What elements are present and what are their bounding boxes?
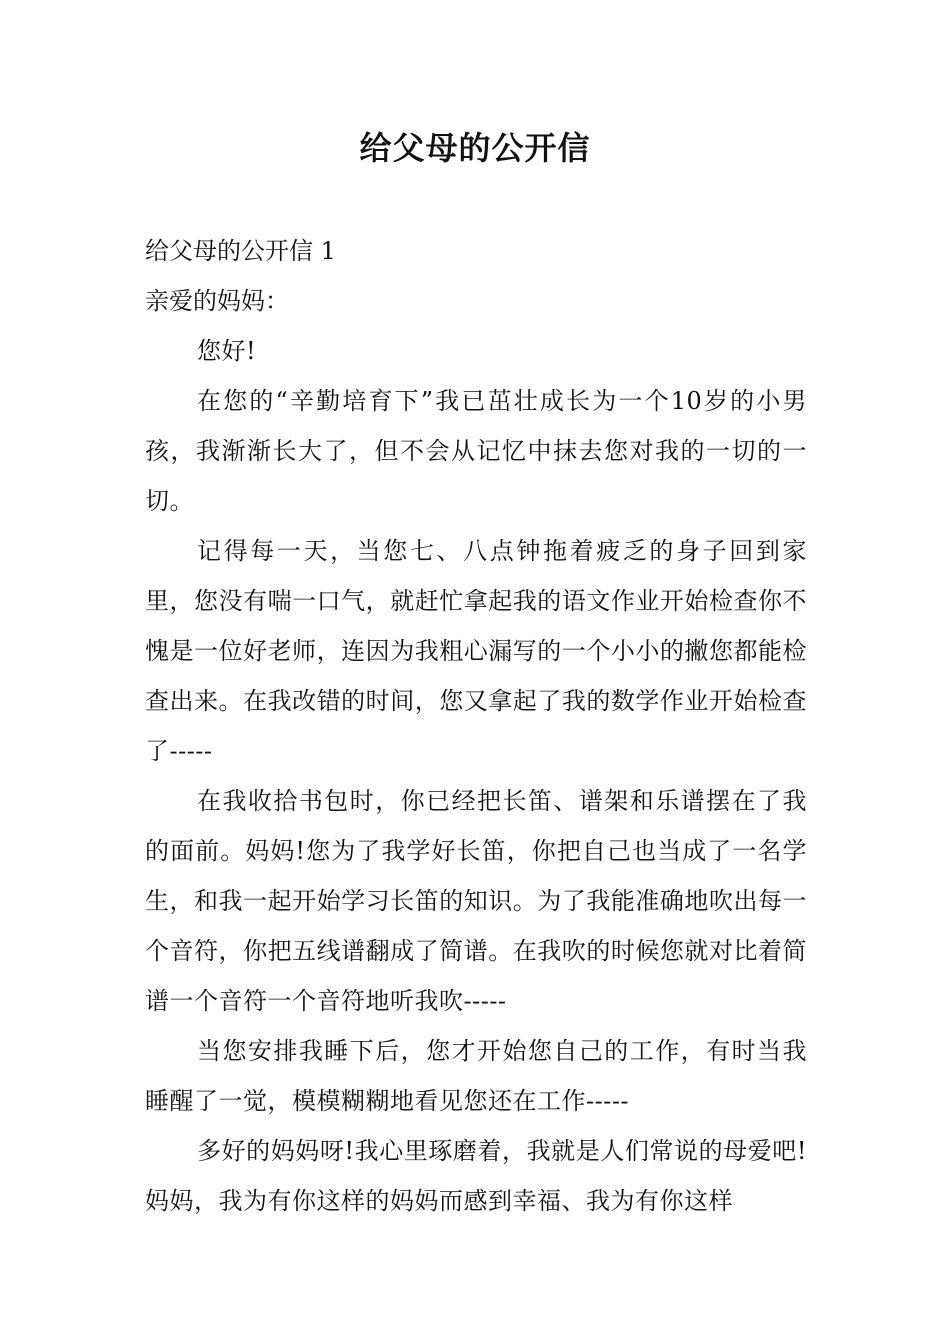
salutation: 亲爱的妈妈：	[145, 287, 289, 315]
paragraph-4: 当您安排我睡下后，您才开始您自己的工作，有时当我睡醒了一觉，模模糊糊地看见您还在工作-----	[145, 1037, 807, 1115]
paragraph-2: 记得每一天，当您七、八点钟拖着疲乏的身子回到家里，您没有喘一口气，就赶忙拿起我的语文作业开始检查你不愧是一位好老师，连因为我粗心漏写的一个小小的撇您都能检查出来。在我改错的时间，您又拿起了我的数学作业开始检查了-----	[145, 537, 807, 765]
document-title: 给父母的公开信	[359, 129, 591, 167]
letter-body	[145, 226, 807, 1226]
paragraph-3: 在我收拾书包时，你已经把长笛、谱架和乐谱摆在了我的面前。妈妈!您为了我学好长笛，你把自己也当成了一名学生，和我一起开始学习长笛的知识。为了我能准确地吹出每一个音符，你把五线谱翻成了简谱。在我吹的时候您就对比着简谱一个音符一个音符地听我吹-----	[145, 787, 807, 1015]
paragraph-5: 多好的妈妈呀!我心里琢磨着，我就是人们常说的母爱吧!妈妈，我为有你这样的妈妈而感到幸福、我为有你这样	[145, 1137, 807, 1215]
greeting: 您好!	[197, 337, 257, 365]
paragraph-1: 在您的“辛勤培育下”我已茁壮成长为一个10岁的小男孩，我渐渐长大了，但不会从记忆中抹去您对我的一切的一切。	[145, 387, 807, 515]
section-heading: 给父母的公开信 1	[145, 237, 336, 265]
